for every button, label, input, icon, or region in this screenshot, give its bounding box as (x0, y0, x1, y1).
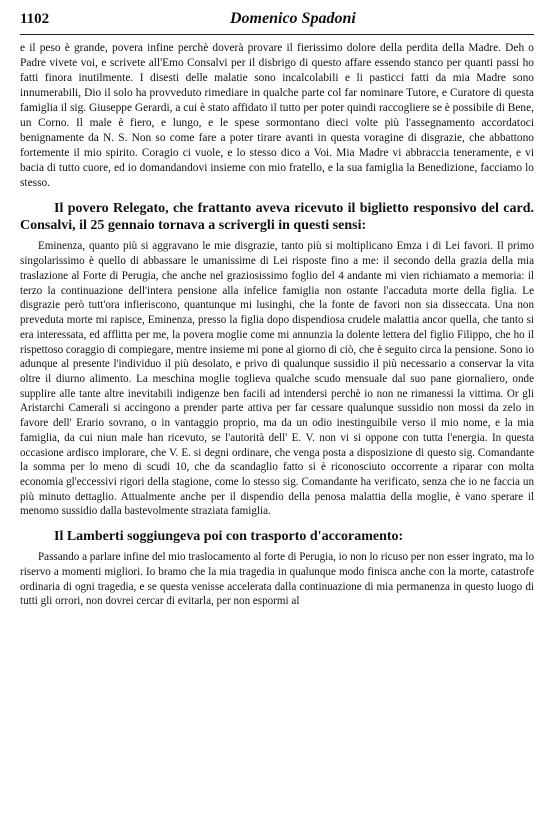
section-heading: Il povero Relegato, che frattanto aveva ricevuto il biglietto responsivo del card. Consalvi, il 25 gennaio tornava a scrivergli in questi sensi: (20, 201, 534, 234)
letter-paragraph: e il peso è grande, povera infine perchè doverà provare il fierissimo dolore della perdita della Madre. Deh o Padre vivete voi, e scrivete all'Emo Consalvi per il disbrigo di questo affare essendo stanco per quanti passi ho fatti finora inutilmente. I disesti delle malatie sono incalcolabili e li pasticci fatti da mia Madre sono innumerabili, Dio il solo ha provveduto rimediare in qualche parte col far nominare Tutore, e Curatore di questa famiglia il sig. Giuseppe Gerardi, a cui è stato affidato il tutto per poter quindi raccogliere se è possibile di Bene, un Corno. Il male è fiero, e lungo, e le spese sormontano dieci volte più l'assegnamento accordatoci benignamente da N. S. Non so come fare a poter tirare avanti in questa voragine di disgrazie, che abbattono fortemente il mio spirito. Coragio ci vuole, e lo stesso dico a Voi. Mia Madre vi abbraccia teneramente, e vi bacia di tutto cuore, ed io domandandovi insieme con mio fratello, e la sua famiglia la Benedizione, facciamo lo stesso. (20, 42, 534, 190)
quoted-letter-continued: Passando a parlare infine del mio traslocamento al forte di Perugia, io non lo ricuso per non esser ingrato, ma lo riservo a momenti migliori. Io bramo che la mia tragedia in qualunque modo finisca anche con la morte, catastrofe ordinaria di ogni tragedia, e se questa venisse accelerata dalla continuazione di mia permanenza in questo luogo di tutti gli orrori, non dovrei cercar di evitarla, per non espormi al (20, 551, 534, 608)
quoted-letter: Eminenza, quanto più si aggravano le mie disgrazie, tanto più si moltiplicano Emza i di Lei favori. Il primo singolarissimo è quello di abbassare le umanissime di Lei risposte fino a me: il secondo della grazia della mia traslazione al Forte di Perugia, che anche nel graziosissimo foglio del 4 andante mi vien richiamato a memoria: il terzo la continuazione dell'intera pensione alla infelice famiglia non ostante l'accaduta morte della figlia. Le disgrazie però tutt'ora infieriscono, quantunque mi lusinghi, che la fonte de favori non sia disseccata. Una non preveduta morte mi rapisce, Eminenza, presso la figlia dopo dispendiosa crudele malattia ancor quella, che tanto si era interessata, ed afflitta per me, la povera moglie come mi annunzia la dolente lettera del figlio Filippo, che ho il rispettoso coraggio di compiegare, mentre insieme mi pone al giorno di ciò, che è seguito circa la pensione. Sono io adunque al presente l'individuo il più desolato, e privo di qualunque sussidio il più necessario a conservar la vita oltre il diurno alimento. La meschina moglie toglieva qualche scudo mensuale dal suo pane giornaliero, onde supplire alle tante altre inevitabili indigenze ben facili ad intendersi perchè io non ne rimanessi la vittima. Or gli Aristarchi Camerali si accingono a prender parte attiva per far cessare qualunque sussidio non mossi da zelo in favore dell' Erario sovrano, o in vantaggio proprio, ma da un odio inestinguibile verso il mio nome, e la mia famiglia, da cui niun male han ricevuto, se l'autorità dell' E. V. non vi si oppone con tutta l'energia. In questa occasione ardisco implorare, che V. E. si degni ordinare, che venga posta a disposizione di questo sig. Comandante la somma per lo meno di scudi 10, che da scandaglio fatto si è riconosciuto occorrente a riparar con molta economia gl'eccessivi rigori della stagione, come lo stesso sig. Comandante ha verificato, senza che io ne faccia un più minuto dettaglio. Attualmente anche per il dispendio della penosa malattia della moglie, è vano sperare il menomo sussidio dalla bastevolmente straziata famiglia. (20, 240, 534, 518)
running-title: Domenico Spadoni (230, 10, 356, 27)
running-header (20, 10, 534, 35)
page-number: 1102 (20, 11, 50, 27)
section-heading: Il Lamberti soggiungeva poi con trasporto d'accoramento: (54, 529, 404, 545)
